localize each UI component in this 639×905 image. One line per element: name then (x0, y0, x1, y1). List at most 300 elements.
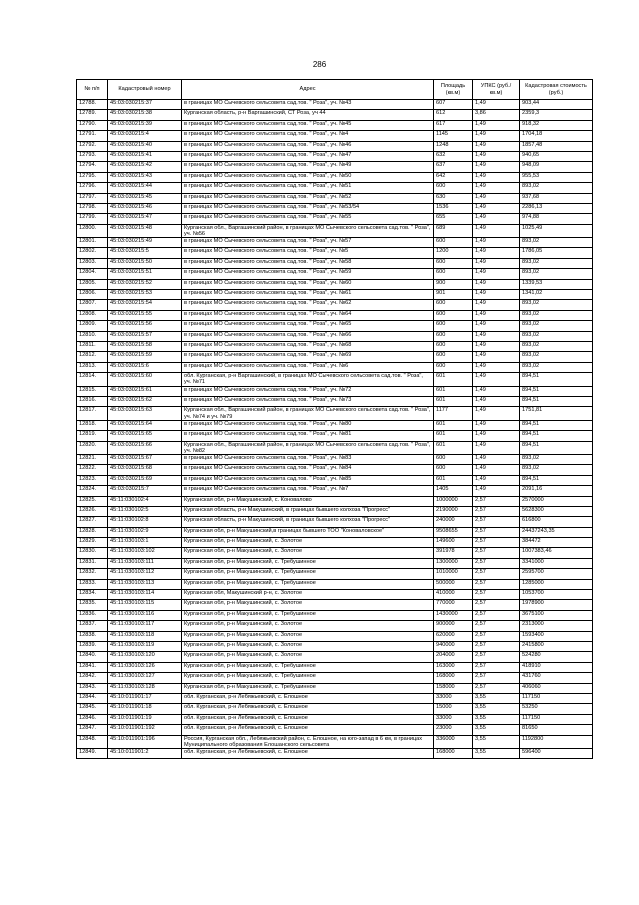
address: в границах МО Сычевского сельсовета сад.тов. " Роза", уч. №7 (182, 486, 434, 496)
address: Россия, Курганская обл., Лебяжьевский район, с. Елошное, на юго-запад в 6 км, в границах Муниципального образования Елошанского сельсовета (182, 735, 434, 748)
area: 601 (434, 386, 473, 396)
table-row (77, 662, 593, 672)
row-number: 12812. (77, 352, 108, 362)
row-number: 12819. (77, 431, 108, 441)
table-row (77, 120, 593, 130)
address: Курганская область, р-н Макушинский, в границах бывшего колхоза "Прогресс" (182, 517, 434, 527)
table-row (77, 548, 593, 558)
row-number: 12816. (77, 396, 108, 406)
cadastral-number: 45:03:030215:38 (108, 110, 182, 120)
upks: 1,49 (473, 386, 520, 396)
cadastral-value: 406060 (520, 683, 593, 693)
cadastral-value: 1285000 (520, 579, 593, 589)
upks: 1,49 (473, 331, 520, 341)
cadastral-value: 1978900 (520, 600, 593, 610)
cadastral-table (76, 79, 593, 759)
row-number: 12806. (77, 290, 108, 300)
table-row (77, 172, 593, 182)
address: в границах МО Сычевского сельсовета сад.тов. " Роза", уч. №4 (182, 131, 434, 141)
table-row (77, 748, 593, 758)
upks: 1,49 (473, 248, 520, 258)
cadastral-number: 45:03:030215:66 (108, 441, 182, 454)
address: Курганская обл, Макушинский р-н, с. Золотое (182, 590, 434, 600)
row-number: 12838. (77, 631, 108, 641)
cadastral-value: 1751,81 (520, 407, 593, 420)
cadastral-value: 2359,3 (520, 110, 593, 120)
upks: 2,57 (473, 506, 520, 516)
area: 600 (434, 454, 473, 464)
cadastral-number: 45:03:030215:51 (108, 269, 182, 279)
row-number: 12841. (77, 662, 108, 672)
cadastral-number: 45:10:011901:192 (108, 725, 182, 735)
cadastral-value: 894,51 (520, 396, 593, 406)
cadastral-value: 2415800 (520, 641, 593, 651)
upks: 2,57 (473, 662, 520, 672)
row-number: 12791. (77, 131, 108, 141)
upks: 1,49 (473, 120, 520, 130)
area: 500000 (434, 579, 473, 589)
cadastral-number: 45:03:030215:64 (108, 420, 182, 430)
cadastral-number: 45:11:030103:119 (108, 641, 182, 651)
address: в границах МО Сычевского сельсовета сад.тов. " Роза", уч. №65 (182, 321, 434, 331)
address: Курганская обл, р-н Макушинский, с. Требушинное (182, 662, 434, 672)
cadastral-number: 45:03:030215:62 (108, 396, 182, 406)
cadastral-value: 1007383,46 (520, 548, 593, 558)
cadastral-number: 45:11:030103:1 (108, 538, 182, 548)
cadastral-value: 1786,05 (520, 248, 593, 258)
upks: 1,49 (473, 352, 520, 362)
table-row (77, 151, 593, 161)
row-number: 12837. (77, 621, 108, 631)
cadastral-number: 45:11:030103:128 (108, 683, 182, 693)
address: в границах МО Сычевского сельсовета сад.тов. " Роза", уч. №84 (182, 465, 434, 475)
cadastral-number: 45:11:030102:4 (108, 496, 182, 506)
row-number: 12839. (77, 641, 108, 651)
table-row (77, 407, 593, 420)
upks: 3,55 (473, 725, 520, 735)
upks: 1,49 (473, 100, 520, 110)
cadastral-value: 3675100 (520, 610, 593, 620)
area: 600 (434, 310, 473, 320)
cadastral-number: 45:11:030103:116 (108, 610, 182, 620)
area: 620000 (434, 631, 473, 641)
table-row (77, 735, 593, 748)
upks: 1,49 (473, 465, 520, 475)
area: 900000 (434, 621, 473, 631)
cadastral-number: 45:03:030215:37 (108, 100, 182, 110)
table-row (77, 725, 593, 735)
upks: 2,57 (473, 631, 520, 641)
row-number: 12818. (77, 420, 108, 430)
address: Курганская обл, р-н Макушинский, с. Золотое (182, 652, 434, 662)
row-number: 12789. (77, 110, 108, 120)
row-number: 12813. (77, 362, 108, 372)
address: обл. Курганская, р-н Лебяжьевский, с. Елошное (182, 704, 434, 714)
cadastral-number: 45:03:030215:47 (108, 214, 182, 224)
area: 1300000 (434, 558, 473, 568)
cadastral-value: 893,02 (520, 238, 593, 248)
upks: 1,49 (473, 300, 520, 310)
area: 410000 (434, 590, 473, 600)
cadastral-value: 1704,18 (520, 131, 593, 141)
table-row (77, 214, 593, 224)
upks: 1,49 (473, 290, 520, 300)
area: 1177 (434, 407, 473, 420)
cadastral-number: 45:03:030215:55 (108, 310, 182, 320)
table-row (77, 454, 593, 464)
row-number: 12817. (77, 407, 108, 420)
cadastral-number: 45:11:030103:112 (108, 569, 182, 579)
address: обл. Курганская, р-н Варгашинский, в границах МО Сычевского сельсовета сад.тов. " Роза", уч. №71 (182, 373, 434, 386)
upks: 2,57 (473, 517, 520, 527)
upks: 1,49 (473, 224, 520, 237)
header-upks: УПКС (руб./кв.м) (473, 80, 520, 100)
cadastral-value: 893,02 (520, 352, 593, 362)
area: 1405 (434, 486, 473, 496)
address: Курганская обл, р-н Макушинский, с. Требушинное (182, 558, 434, 568)
address: в границах МО Сычевского сельсовета сад.тов. " Роза", уч. №43 (182, 100, 434, 110)
table-row (77, 373, 593, 386)
cadastral-value: 117150 (520, 714, 593, 724)
table-row (77, 558, 593, 568)
cadastral-number: 45:11:030103:126 (108, 662, 182, 672)
upks: 2,57 (473, 558, 520, 568)
upks: 1,49 (473, 486, 520, 496)
table-row (77, 465, 593, 475)
cadastral-value: 937,68 (520, 193, 593, 203)
cadastral-number: 45:03:030215:52 (108, 279, 182, 289)
area: 1010000 (434, 569, 473, 579)
table-row (77, 300, 593, 310)
row-number: 12794. (77, 162, 108, 172)
cadastral-value: 893,02 (520, 342, 593, 352)
address: в границах МО Сычевского сельсовета сад.тов. " Роза", уч. №64 (182, 310, 434, 320)
table-row (77, 131, 593, 141)
upks: 1,49 (473, 475, 520, 485)
area: 600 (434, 352, 473, 362)
cadastral-number: 45:11:030103:102 (108, 548, 182, 558)
area: 655 (434, 214, 473, 224)
table-row (77, 193, 593, 203)
area: 601 (434, 396, 473, 406)
table-row (77, 331, 593, 341)
upks: 1,49 (473, 431, 520, 441)
upks: 2,57 (473, 610, 520, 620)
row-number: 12803. (77, 258, 108, 268)
area: 15000 (434, 704, 473, 714)
area: 168000 (434, 673, 473, 683)
area: 600 (434, 342, 473, 352)
cadastral-number: 45:03:030215:69 (108, 475, 182, 485)
upks: 1,49 (473, 214, 520, 224)
cadastral-number: 45:10:011901:196 (108, 735, 182, 748)
address: в границах МО Сычевского сельсовета сад.тов. " Роза", уч. №68 (182, 342, 434, 352)
cadastral-value: 893,02 (520, 183, 593, 193)
cadastral-value: 2313000 (520, 621, 593, 631)
cadastral-value: 1341,02 (520, 290, 593, 300)
cadastral-number: 45:10:011901:19 (108, 714, 182, 724)
address: в границах МО Сычевского сельсовета сад.тов. " Роза", уч. №60 (182, 279, 434, 289)
cadastral-value: 524280 (520, 652, 593, 662)
table-row (77, 486, 593, 496)
table-row (77, 342, 593, 352)
header-area: Площадь (кв.м) (434, 80, 473, 100)
header-value: Кадастровая стоимость (руб.) (520, 80, 593, 100)
cadastral-value: 974,88 (520, 214, 593, 224)
table-row (77, 714, 593, 724)
header-num: № п/п (77, 80, 108, 100)
cadastral-value: 893,02 (520, 300, 593, 310)
address: в границах МО Сычевского сельсовета сад.тов. " Роза", уч. №49 (182, 162, 434, 172)
row-number: 12822. (77, 465, 108, 475)
area: 600 (434, 331, 473, 341)
row-number: 12807. (77, 300, 108, 310)
area: 940000 (434, 641, 473, 651)
upks: 1,49 (473, 342, 520, 352)
cadastral-value: 894,51 (520, 420, 593, 430)
address: Курганская обл, р-н Макушинский, с. Золотое (182, 621, 434, 631)
upks: 2,57 (473, 673, 520, 683)
table-row (77, 279, 593, 289)
cadastral-value: 616800 (520, 517, 593, 527)
address: Курганская обл, р-н Макушинский, с. Золотое (182, 631, 434, 641)
address: в границах МО Сычевского сельсовета сад.тов. " Роза", уч. №50 (182, 172, 434, 182)
upks: 3,55 (473, 714, 520, 724)
upks: 3,55 (473, 693, 520, 703)
table-row (77, 600, 593, 610)
address: Курганская обл, р-н Макушинский, с. Золотое (182, 600, 434, 610)
cadastral-number: 45:11:030102:8 (108, 517, 182, 527)
area: 600 (434, 465, 473, 475)
table-row (77, 441, 593, 454)
row-number: 12802. (77, 248, 108, 258)
cadastral-number: 45:03:030215:54 (108, 300, 182, 310)
table-row (77, 704, 593, 714)
row-number: 12820. (77, 441, 108, 454)
row-number: 12788. (77, 100, 108, 110)
area: 23000 (434, 725, 473, 735)
upks: 2,57 (473, 683, 520, 693)
row-number: 12840. (77, 652, 108, 662)
row-number: 12823. (77, 475, 108, 485)
address: в границах МО Сычевского сельсовета сад.тов. " Роза", уч. №61 (182, 290, 434, 300)
cadastral-value: 893,02 (520, 362, 593, 372)
table-row (77, 693, 593, 703)
row-number: 12804. (77, 269, 108, 279)
row-number: 12831. (77, 558, 108, 568)
table-row (77, 203, 593, 213)
area: 630 (434, 193, 473, 203)
area: 600 (434, 269, 473, 279)
table-row (77, 258, 593, 268)
area: 600 (434, 300, 473, 310)
area: 600 (434, 321, 473, 331)
cadastral-number: 45:03:030215:7 (108, 486, 182, 496)
row-number: 12800. (77, 224, 108, 237)
upks: 2,57 (473, 641, 520, 651)
upks: 1,49 (473, 321, 520, 331)
cadastral-value: 1593400 (520, 631, 593, 641)
address: в границах МО Сычевского сельсовета сад.тов. " Роза", уч. №57 (182, 238, 434, 248)
cadastral-number: 45:03:030215:44 (108, 183, 182, 193)
cadastral-number: 45:03:030215:42 (108, 162, 182, 172)
upks: 2,57 (473, 548, 520, 558)
upks: 3,55 (473, 735, 520, 748)
cadastral-value: 893,02 (520, 465, 593, 475)
area: 601 (434, 441, 473, 454)
row-number: 12832. (77, 569, 108, 579)
cadastral-value: 117150 (520, 693, 593, 703)
area: 601 (434, 373, 473, 386)
cadastral-value: 418910 (520, 662, 593, 672)
cadastral-number: 45:03:030215:48 (108, 224, 182, 237)
cadastral-value: 893,02 (520, 454, 593, 464)
address: в границах МО Сычевского сельсовета сад.тов. " Роза", уч. №73 (182, 396, 434, 406)
row-number: 12795. (77, 172, 108, 182)
cadastral-value: 24437243,35 (520, 527, 593, 537)
row-number: 12833. (77, 579, 108, 589)
address: в границах МО Сычевского сельсовета сад.тов. " Роза", уч. №72 (182, 386, 434, 396)
cadastral-value: 1053700 (520, 590, 593, 600)
cadastral-number: 45:03:030215:40 (108, 141, 182, 151)
address: в границах МО Сычевского сельсовета сад.тов. " Роза", уч. №46 (182, 141, 434, 151)
upks: 1,49 (473, 258, 520, 268)
page-number: 286 (312, 60, 327, 69)
cadastral-number: 45:03:030215:5 (108, 248, 182, 258)
table-row (77, 631, 593, 641)
row-number: 12792. (77, 141, 108, 151)
address: Курганская обл, р-н Макушинский, с. Требушинное (182, 683, 434, 693)
area: 1248 (434, 141, 473, 151)
cadastral-value: 893,02 (520, 258, 593, 268)
upks: 1,49 (473, 141, 520, 151)
address: Курганская обл, р-н Макушинский, с. Требушинное (182, 610, 434, 620)
cadastral-number: 45:03:030215:63 (108, 407, 182, 420)
cadastral-number: 45:10:011901:18 (108, 704, 182, 714)
area: 158000 (434, 683, 473, 693)
cadastral-number: 45:11:030103:120 (108, 652, 182, 662)
cadastral-value: 2570000 (520, 496, 593, 506)
area: 336000 (434, 735, 473, 748)
address: в границах МО Сычевского сельсовета сад.тов. " Роза", уч. №45 (182, 120, 434, 130)
table-row (77, 290, 593, 300)
upks: 1,49 (473, 269, 520, 279)
cadastral-number: 45:03:030215:58 (108, 342, 182, 352)
upks: 1,49 (473, 183, 520, 193)
address: в границах МО Сычевского сельсовета сад.тов. " Роза", уч. №81 (182, 431, 434, 441)
table-row (77, 269, 593, 279)
row-number: 12828. (77, 527, 108, 537)
cadastral-value: 384472 (520, 538, 593, 548)
cadastral-number: 45:03:030215:68 (108, 465, 182, 475)
row-number: 12815. (77, 386, 108, 396)
area: 900 (434, 279, 473, 289)
table-header (77, 80, 593, 100)
row-number: 12809. (77, 321, 108, 331)
table-row (77, 310, 593, 320)
row-number: 12825. (77, 496, 108, 506)
table-row (77, 183, 593, 193)
cadastral-value: 596400 (520, 748, 593, 758)
cadastral-number: 45:03:030215:41 (108, 151, 182, 161)
row-number: 12827. (77, 517, 108, 527)
cadastral-value: 1192800 (520, 735, 593, 748)
upks: 1,49 (473, 407, 520, 420)
address: в границах МО Сычевского сельсовета сад.тов. " Роза", уч. №59 (182, 269, 434, 279)
address: в границах МО Сычевского сельсовета сад.тов. " Роза", уч. №47 (182, 151, 434, 161)
row-number: 12796. (77, 183, 108, 193)
area: 601 (434, 475, 473, 485)
upks: 1,49 (473, 441, 520, 454)
address: обл. Курганская, р-н Лебяжьевский, с. Елошное (182, 748, 434, 758)
table-row (77, 517, 593, 527)
cadastral-number: 45:03:030215:60 (108, 373, 182, 386)
upks: 1,49 (473, 362, 520, 372)
cadastral-number: 45:10:011901:2 (108, 748, 182, 758)
upks: 1,49 (473, 454, 520, 464)
area: 600 (434, 183, 473, 193)
address: обл. Курганская, р-н Лебяжьевский, с. Елошное (182, 693, 434, 703)
area: 637 (434, 162, 473, 172)
row-number: 12843. (77, 683, 108, 693)
row-number: 12814. (77, 373, 108, 386)
area: 204000 (434, 652, 473, 662)
table-row (77, 579, 593, 589)
upks: 1,49 (473, 396, 520, 406)
area: 33000 (434, 714, 473, 724)
area: 1200 (434, 248, 473, 258)
cadastral-number: 45:11:030103:117 (108, 621, 182, 631)
cadastral-value: 2091,16 (520, 486, 593, 496)
area: 9508655 (434, 527, 473, 537)
upks: 2,57 (473, 621, 520, 631)
upks: 1,49 (473, 151, 520, 161)
table-row (77, 621, 593, 631)
cadastral-number: 45:03:030215:50 (108, 258, 182, 268)
address: в границах МО Сычевского сельсовета сад.тов. " Роза", уч. №80 (182, 420, 434, 430)
cadastral-number: 45:03:030215:59 (108, 352, 182, 362)
area: 607 (434, 100, 473, 110)
upks: 1,49 (473, 279, 520, 289)
cadastral-number: 45:03:030215:56 (108, 321, 182, 331)
cadastral-number: 45:11:030103:127 (108, 673, 182, 683)
row-number: 12811. (77, 342, 108, 352)
row-number: 12846. (77, 714, 108, 724)
address: в границах МО Сычевского сельсовета сад.тов. " Роза", уч. №62 (182, 300, 434, 310)
cadastral-number: 45:11:030103:113 (108, 579, 182, 589)
area: 901 (434, 290, 473, 300)
upks: 1,49 (473, 162, 520, 172)
cadastral-value: 2595700 (520, 569, 593, 579)
address: в границах МО Сычевского сельсовета сад.тов. " Роза", уч. №51 (182, 183, 434, 193)
area: 600 (434, 258, 473, 268)
area: 600 (434, 362, 473, 372)
cadastral-value: 431760 (520, 673, 593, 683)
cadastral-number: 45:11:030103:111 (108, 558, 182, 568)
address: Курганская обл., Варгашинский район, в границах МО Сычевского сельсовета сад.тов. " Роза", уч. №74 и уч. №79 (182, 407, 434, 420)
table-row (77, 610, 593, 620)
row-number: 12845. (77, 704, 108, 714)
cadastral-number: 45:03:030215:43 (108, 172, 182, 182)
table-row (77, 590, 593, 600)
row-number: 12844. (77, 693, 108, 703)
row-number: 12834. (77, 590, 108, 600)
address: Курганская обл, р-н Макушинский,в границах бывшего ТОО "Коноваловское" (182, 527, 434, 537)
cadastral-value: 3341000 (520, 558, 593, 568)
row-number: 12798. (77, 203, 108, 213)
area: 391978 (434, 548, 473, 558)
area: 149600 (434, 538, 473, 548)
